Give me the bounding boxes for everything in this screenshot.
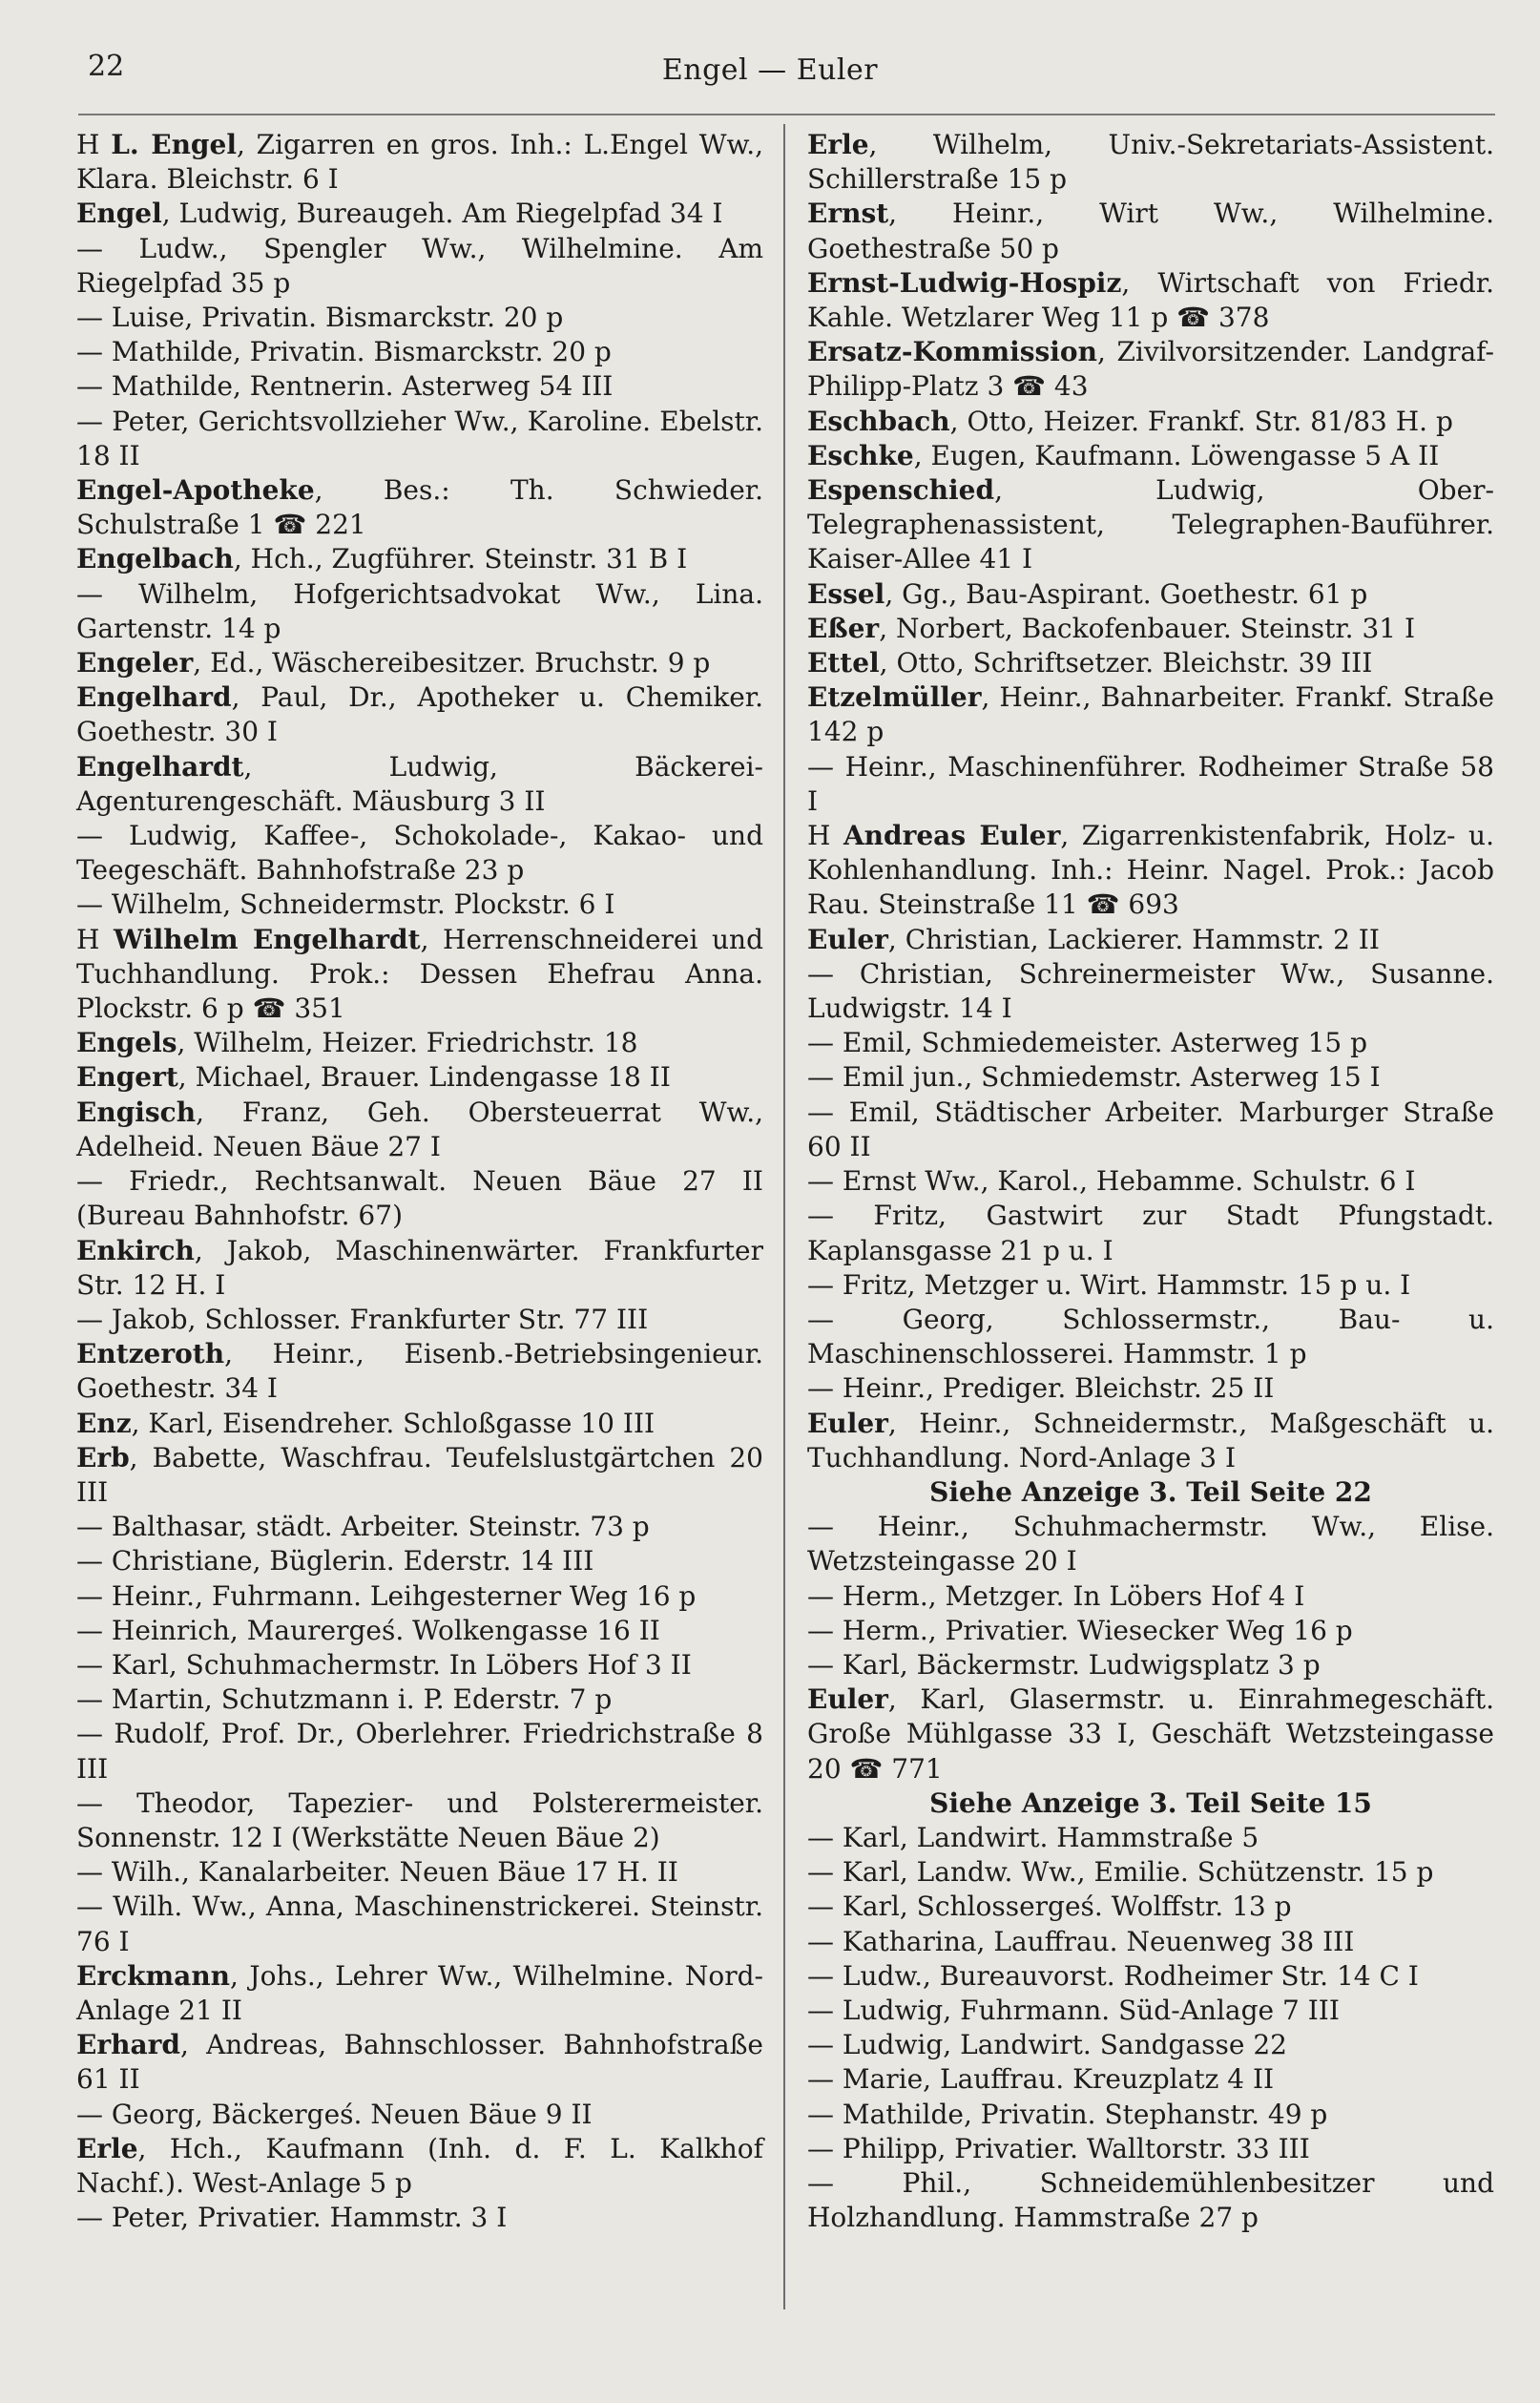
directory-entry: H L. Engel, Zigarren en gros. Inh.: L.Engel Ww., Klara. Bleichstr. 6 I <box>76 129 763 196</box>
entry-name: Ettel <box>807 647 880 679</box>
advertisement-reference: Siehe Anzeige 3. Teil Seite 22 <box>929 1475 1372 1508</box>
entry-name: Engert <box>76 1061 178 1094</box>
directory-entry: — Ernst Ww., Karol., Hebamme. Schulstr. 6 I <box>807 1165 1416 1198</box>
directory-entry: — Katharina, Lauffrau. Neuenweg 38 III <box>807 1925 1355 1957</box>
directory-entry: — Karl, Landwirt. Hammstraße 5 <box>807 1821 1259 1853</box>
entry-name: Engel <box>76 198 162 230</box>
entry-name: Andreas Euler <box>843 820 1061 852</box>
entry-name: Enkirch <box>76 1234 195 1266</box>
directory-entry: — Heinr., Schuhmachermstr. Ww., Elise. Wetzsteingasse 20 I <box>807 1511 1494 1578</box>
entry-name: Engeler <box>76 647 194 679</box>
directory-entry: — Herm., Metzger. In Löbers Hof 4 I <box>807 1579 1305 1612</box>
directory-entry: Eschbach, Otto, Heizer. Frankf. Str. 81/83 H. p <box>807 405 1453 437</box>
directory-entry: Entzeroth, Heinr., Eisenb.-Betriebsingenieur. Goethestr. 34 I <box>76 1338 763 1405</box>
directory-entry: Euler, Karl, Glasermstr. u. Einrahmegeschäft. Große Mühlgasse 33 I, Geschäft Wetzsteingasse 20 ☎ 771 <box>807 1683 1494 1785</box>
entry-name: Etzelmüller <box>807 681 982 714</box>
entry-name: Erckmann <box>76 1959 231 1992</box>
entry-name: Wilhelm Engelhardt <box>113 923 421 955</box>
directory-entry: — Emil, Städtischer Arbeiter. Marburger Straße 60 II <box>807 1096 1494 1162</box>
entry-name: Engelhard <box>76 681 232 714</box>
entry-name: Erhard <box>76 2029 180 2061</box>
directory-entry: — Peter, Privatier. Hammstr. 3 I <box>76 2202 508 2234</box>
directory-entry: Erckmann, Johs., Lehrer Ww., Wilhelmine. Nord-Anlage 21 II <box>76 1959 763 2026</box>
directory-entry: — Theodor, Tapezier- und Polsterermeister. Sonnenstr. 12 I (Werkstätte Neuen Bäue 2) <box>76 1787 763 1853</box>
directory-entry: — Phil., Schneidemühlenbesitzer und Holzhandlung. Hammstraße 27 p <box>807 2166 1494 2234</box>
directory-entry: — Emil, Schmiedemeister. Asterweg 15 p <box>807 1027 1368 1059</box>
directory-entry: Enz, Karl, Eisendreher. Schloßgasse 10 III <box>76 1407 656 1439</box>
directory-entry: — Peter, Gerichtsvollzieher Ww., Karoline. Ebelstr. 18 II <box>76 405 763 471</box>
directory-entry: — Luise, Privatin. Bismarckstr. 20 p <box>76 302 564 334</box>
entry-name: Eschke <box>807 439 914 471</box>
entry-name: Espenschied <box>807 474 995 507</box>
directory-entry: — Christiane, Büglerin. Ederstr. 14 III <box>76 1545 594 1578</box>
directory-entry: — Marie, Lauffrau. Kreuzplatz 4 II <box>807 2063 1275 2096</box>
directory-entry: — Mathilde, Privatin. Stephanstr. 49 p <box>807 2098 1328 2130</box>
directory-entry: — Christian, Schreinermeister Ww., Susanne. Ludwigstr. 14 I <box>807 957 1494 1025</box>
directory-entry: Etzelmüller, Heinr., Bahnarbeiter. Frankf. Straße 142 p <box>807 681 1494 748</box>
directory-entry: H Wilhelm Engelhardt, Herrenschneiderei und Tuchhandlung. Prok.: Dessen Ehefrau Anna. Plockstr. 6 p ☎ 351 <box>76 923 763 1025</box>
directory-entry: Erb, Babette, Waschfrau. Teufelslustgärtchen 20 III <box>76 1441 763 1508</box>
directory-entry: — Mathilde, Rentnerin. Asterweg 54 III <box>76 370 614 403</box>
directory-entry: — Mathilde, Privatin. Bismarckstr. 20 p <box>76 336 612 368</box>
directory-entry: — Rudolf, Prof. Dr., Oberlehrer. Friedrichstraße 8 III <box>76 1718 763 1785</box>
directory-entry: — Wilh. Ww., Anna, Maschinenstrickerei. Steinstr. 76 I <box>76 1891 763 1957</box>
directory-entry: — Fritz, Gastwirt zur Stadt Pfungstadt. Kaplansgasse 21 p u. I <box>807 1200 1494 1266</box>
entry-name: Engel-Apotheke <box>76 474 315 507</box>
directory-entry: Erhard, Andreas, Bahnschlosser. Bahnhofstraße 61 II <box>76 2029 763 2096</box>
directory-entry: — Ludw., Bureauvorst. Rodheimer Str. 14 C I <box>807 1959 1419 1992</box>
directory-entry: Ernst, Heinr., Wirt Ww., Wilhelmine. Goethestraße 50 p <box>807 198 1494 264</box>
directory-entry: — Georg, Bäckergeś. Neuen Bäue 9 II <box>76 2098 593 2130</box>
directory-entry: Espenschied, Ludwig, Ober-Telegraphenassistent, Telegraphen-Bauführer. Kaiser-Allee 41 I <box>807 474 1494 575</box>
directory-entry: — Heinrich, Maurergeś. Wolkengasse 16 II <box>76 1614 660 1646</box>
entry-name: Enz <box>76 1407 132 1439</box>
directory-entry: Engel, Ludwig, Bureaugeh. Am Riegelpfad 34 I <box>76 198 723 230</box>
entry-name: Euler <box>807 1683 888 1716</box>
entry-name: Engisch <box>76 1096 197 1128</box>
advertisement-reference: Siehe Anzeige 3. Teil Seite 15 <box>929 1787 1372 1819</box>
entry-name: Eschbach <box>807 405 950 437</box>
directory-entry: — Wilhelm, Hofgerichtsadvokat Ww., Lina. Gartenstr. 14 p <box>76 577 763 644</box>
entry-name: Euler <box>807 1407 888 1439</box>
directory-entry: — Balthasar, städt. Arbeiter. Steinstr. 73 p <box>76 1511 650 1543</box>
column-divider <box>783 124 785 2309</box>
directory-entry: — Heinr., Fuhrmann. Leihgesterner Weg 16 p <box>76 1579 697 1612</box>
directory-entry: — Wilhelm, Schneidermstr. Plockstr. 6 I <box>76 888 615 921</box>
entry-name: Eßer <box>807 612 880 644</box>
directory-entry: — Ludwig, Fuhrmann. Süd-Anlage 7 III <box>807 1994 1340 2026</box>
directory-entry: Ernst-Ludwig-Hospiz, Wirtschaft von Friedr. Kahle. Wetzlarer Weg 11 p ☎ 378 <box>807 266 1494 334</box>
directory-entry: — Ludwig, Kaffee-, Schokolade-, Kakao- und Teegeschäft. Bahnhofstraße 23 p <box>76 820 763 887</box>
directory-entry: — Fritz, Metzger u. Wirt. Hammstr. 15 p u. I <box>807 1268 1411 1301</box>
directory-entry: Engisch, Franz, Geh. Obersteuerrat Ww., Adelheid. Neuen Bäue 27 I <box>76 1096 763 1162</box>
entry-name: Engelbach <box>76 543 234 575</box>
entry-name: Engelhardt <box>76 750 244 783</box>
left-column <box>76 128 763 2235</box>
running-head: Engel — Euler <box>661 53 879 87</box>
directory-entry: H Andreas Euler, Zigarrenkistenfabrik, Holz- u. Kohlenhandlung. Inh.: Heinr. Nagel. Prok.: Jacob Rau. Steinstraße 11 ☎ 693 <box>807 820 1494 921</box>
directory-entry: — Philipp, Privatier. Walltorstr. 33 III <box>807 2132 1310 2164</box>
directory-entry: — Wilh., Kanalarbeiter. Neuen Bäue 17 H. II <box>76 1856 678 1889</box>
directory-entry: Engelbach, Hch., Zugführer. Steinstr. 31 B I <box>76 543 688 575</box>
directory-entry: Ettel, Otto, Schriftsetzer. Bleichstr. 39 III <box>807 647 1373 679</box>
entry-name: L. Engel <box>111 129 237 160</box>
entry-name: Erb <box>76 1441 130 1473</box>
directory-entry: — Ludwig, Landwirt. Sandgasse 22 <box>807 2029 1287 2061</box>
directory-entry: Engel-Apotheke, Bes.: Th. Schwieder. Schulstraße 1 ☎ 221 <box>76 474 763 541</box>
entry-name: Ernst-Ludwig-Hospiz <box>807 266 1122 299</box>
entry-name: Erle <box>76 2132 138 2164</box>
right-column <box>807 128 1494 2235</box>
directory-entry: Engelhard, Paul, Dr., Apotheker u. Chemiker. Goethestr. 30 I <box>76 681 763 748</box>
entry-name: Erle <box>807 129 869 160</box>
directory-entry: Erle, Hch., Kaufmann (Inh. d. F. L. Kalkhof Nachf.). West-Anlage 5 p <box>76 2132 763 2199</box>
directory-entry: — Emil jun., Schmiedemstr. Asterweg 15 I <box>807 1061 1381 1094</box>
directory-entry: Engels, Wilhelm, Heizer. Friedrichstr. 18 <box>76 1027 638 1059</box>
directory-entry: — Heinr., Prediger. Bleichstr. 25 II <box>807 1372 1275 1405</box>
directory-entry: Ersatz-Kommission, Zivilvorsitzender. Landgraf-Philipp-Platz 3 ☎ 43 <box>807 336 1494 403</box>
directory-entry: — Karl, Landw. Ww., Emilie. Schützenstr. 15 p <box>807 1856 1434 1889</box>
page-number: 22 <box>88 50 125 83</box>
directory-entry: Engelhardt, Ludwig, Bäckerei-Agenturengeschäft. Mäusburg 3 II <box>76 750 763 817</box>
directory-entry: — Herm., Privatier. Wiesecker Weg 16 p <box>807 1614 1353 1646</box>
directory-entry: — Georg, Schlossermstr., Bau- u. Maschinenschlosserei. Hammstr. 1 p <box>807 1303 1494 1370</box>
directory-entry: Euler, Christian, Lackierer. Hammstr. 2 II <box>807 923 1380 955</box>
header-rule <box>78 114 1495 115</box>
directory-entry: — Ludw., Spengler Ww., Wilhelmine. Am Riegelpfad 35 p <box>76 232 763 299</box>
directory-entry: Essel, Gg., Bau-Aspirant. Goethestr. 61 p <box>807 577 1368 610</box>
entry-name: Engels <box>76 1027 177 1059</box>
directory-entry: — Martin, Schutzmann i. P. Ederstr. 7 p <box>76 1683 613 1716</box>
entry-name: Euler <box>807 923 888 955</box>
directory-entry: — Heinr., Maschinenführer. Rodheimer Straße 58 I <box>807 750 1494 817</box>
directory-entry: Eßer, Norbert, Backofenbauer. Steinstr. 31 I <box>807 612 1416 644</box>
directory-entry: Engeler, Ed., Wäschereibesitzer. Bruchstr. 9 p <box>76 647 711 679</box>
directory-entry: — Friedr., Rechtsanwalt. Neuen Bäue 27 II (Bureau Bahnhofstr. 67) <box>76 1165 763 1232</box>
directory-entry: — Karl, Bäckermstr. Ludwigsplatz 3 p <box>807 1648 1321 1681</box>
directory-entry: — Karl, Schlossergeś. Wolffstr. 13 p <box>807 1891 1292 1923</box>
directory-entry: Erle, Wilhelm, Univ.-Sekretariats-Assistent. Schillerstraße 15 p <box>807 129 1494 196</box>
directory-entry: Eschke, Eugen, Kaufmann. Löwengasse 5 A II <box>807 439 1440 471</box>
directory-entry: Euler, Heinr., Schneidermstr., Maßgeschäft u. Tuchhandlung. Nord-Anlage 3 I <box>807 1407 1494 1473</box>
entry-name: Entzeroth <box>76 1338 225 1370</box>
entry-name: Ernst <box>807 198 889 230</box>
entry-name: Ersatz-Kommission <box>807 336 1097 368</box>
directory-entry: — Jakob, Schlosser. Frankfurter Str. 77 III <box>76 1303 649 1335</box>
directory-entry: Engert, Michael, Brauer. Lindengasse 18 II <box>76 1061 671 1094</box>
directory-entry: — Karl, Schuhmachermstr. In Löbers Hof 3 II <box>76 1648 692 1681</box>
directory-entry: Enkirch, Jakob, Maschinenwärter. Frankfurter Str. 12 H. I <box>76 1234 763 1301</box>
entry-name: Essel <box>807 577 885 610</box>
